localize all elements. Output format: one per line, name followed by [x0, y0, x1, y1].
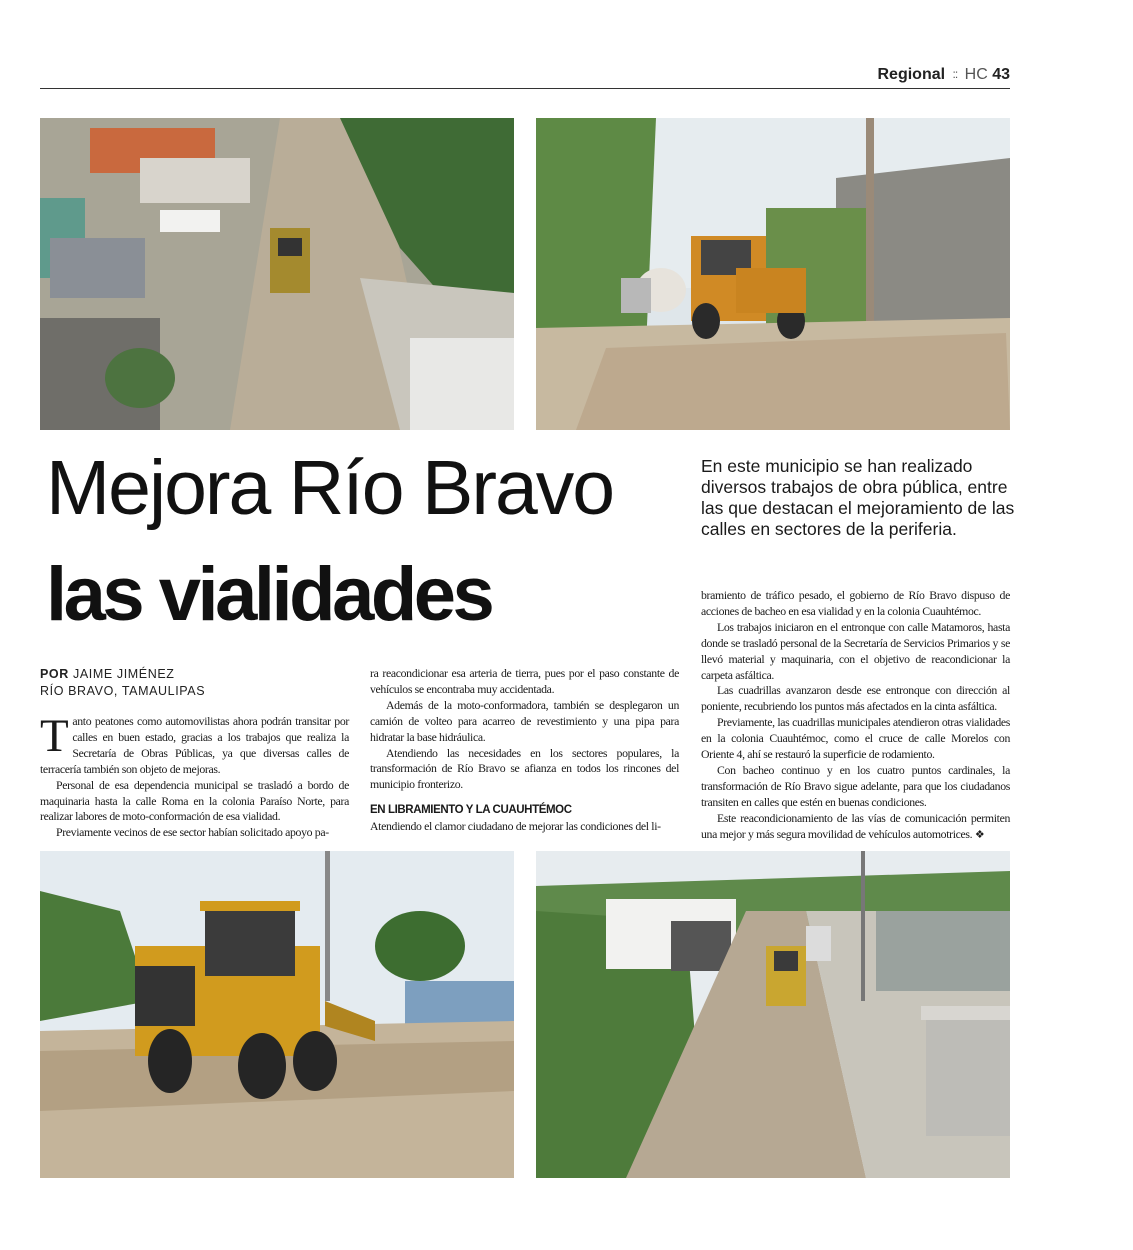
- article-paragraph: bramiento de tráfico pesado, el gobierno de Río Bravo dispuso de acciones de bacheo en esa vialidad y en la colonia Cuauhtémoc.: [701, 588, 1010, 618]
- photo-aerial-grader: [40, 118, 514, 430]
- photo-street-aerial: [536, 851, 1010, 1178]
- section-name: Regional: [877, 66, 946, 83]
- article-paragraph: Las cuadrillas avanzaron desde ese entronque con dirección al poniente, recubriendo los puntos más afectados en la cinta asfáltica.: [701, 683, 1010, 714]
- deck-summary: [701, 456, 1021, 540]
- article-column-1: [40, 710, 349, 841]
- article-paragraph: ra reacondicionar esa arteria de tierra, pues por el paso constante de vehículos se encontraba muy accidentada.: [370, 666, 679, 696]
- article-paragraph: Los trabajos iniciaron en el entronque con calle Matamoros, hasta donde se trasladó personal de la Secretaría de Servicios Primarios y se llevó material y maquinaria, con el objetivo de reacondicionar la carpeta asfáltica.: [701, 619, 1010, 682]
- end-mark-icon: ❖: [974, 828, 985, 841]
- article-subhead: EN LIBRAMIENTO Y LA CUAUHTÉMOC: [370, 804, 572, 817]
- folio-separator: ::: [952, 67, 958, 81]
- article-column-2: [370, 666, 679, 835]
- paragraph-text: anto peatones como automovilistas ahora podrán transitar por calles en buen estado, gracias a los trabajos que realiza la Secretaría de Obras Públicas, ya que diversas calles de terracería también son objeto de mejoras.: [40, 714, 349, 776]
- article-paragraph: [701, 811, 1010, 844]
- byline-label: POR: [40, 667, 69, 681]
- headline-line-1: Mejora Río Bravo: [46, 445, 614, 531]
- article-column-3: [701, 588, 1010, 844]
- article-paragraph: Además de la moto-conformadora, también se desplegaron un camión de volteo para acarreo de revestimiento y una pipa para hidratar la base hidráulica.: [370, 697, 679, 744]
- headline-line-2: las vialidades: [46, 552, 492, 637]
- article-paragraph: Personal de esa dependencia municipal se trasladó a bordo de maquinaria hasta la calle Roma en la colonia Paraíso Norte, para realizar labores de moto-conformación de esa vialidad.: [40, 777, 349, 824]
- paragraph-text: Este reacondicionamiento de las vías de comunicación permiten una mejor y más segura movilidad de vehículos automotrices.: [701, 810, 1010, 841]
- page-header: [40, 66, 1010, 89]
- drop-cap: T: [40, 710, 69, 762]
- article-paragraph: Previamente vecinos de ese sector habían solicitado apoyo pa-: [56, 825, 329, 840]
- photo-grader-street: [536, 118, 1010, 430]
- folio: [878, 66, 1011, 84]
- byline: [40, 666, 205, 700]
- article-paragraph: Con bacheo continuo y en los cuatro puntos cardinales, la transformación de Río Bravo sigue adelante, para que los ciudadanos transiten en calles que estén en buenas condiciones.: [701, 762, 1010, 809]
- byline-location: RÍO BRAVO, TAMAULIPAS: [40, 684, 206, 698]
- photo-grader-closeup: [40, 851, 514, 1178]
- page-number: 43: [992, 66, 1010, 83]
- article-paragraph: Atendiendo el clamor ciudadano de mejorar las condiciones del li-: [370, 819, 661, 834]
- article-paragraph: Previamente, las cuadrillas municipales atendieron otras vialidades en la colonia Cuauhtémoc, como el cruce de calle Morelos con Oriente 4, ahí se restauró la superficie de rodamiento.: [701, 715, 1010, 762]
- byline-author: JAIME JIMÉNEZ: [72, 667, 175, 681]
- deck-text: En este municipio se han realizado diversos trabajos de obra pública, entre las que destacan el mejoramiento de las calles en sectores de la periferia.: [701, 456, 1015, 539]
- article-paragraph: Atendiendo las necesidades en los sectores populares, la transformación de Río Bravo se afianza en todos los rincones del municipio fronterizo.: [370, 745, 679, 792]
- article-paragraph: [40, 710, 349, 778]
- brand-name: HC: [964, 66, 988, 83]
